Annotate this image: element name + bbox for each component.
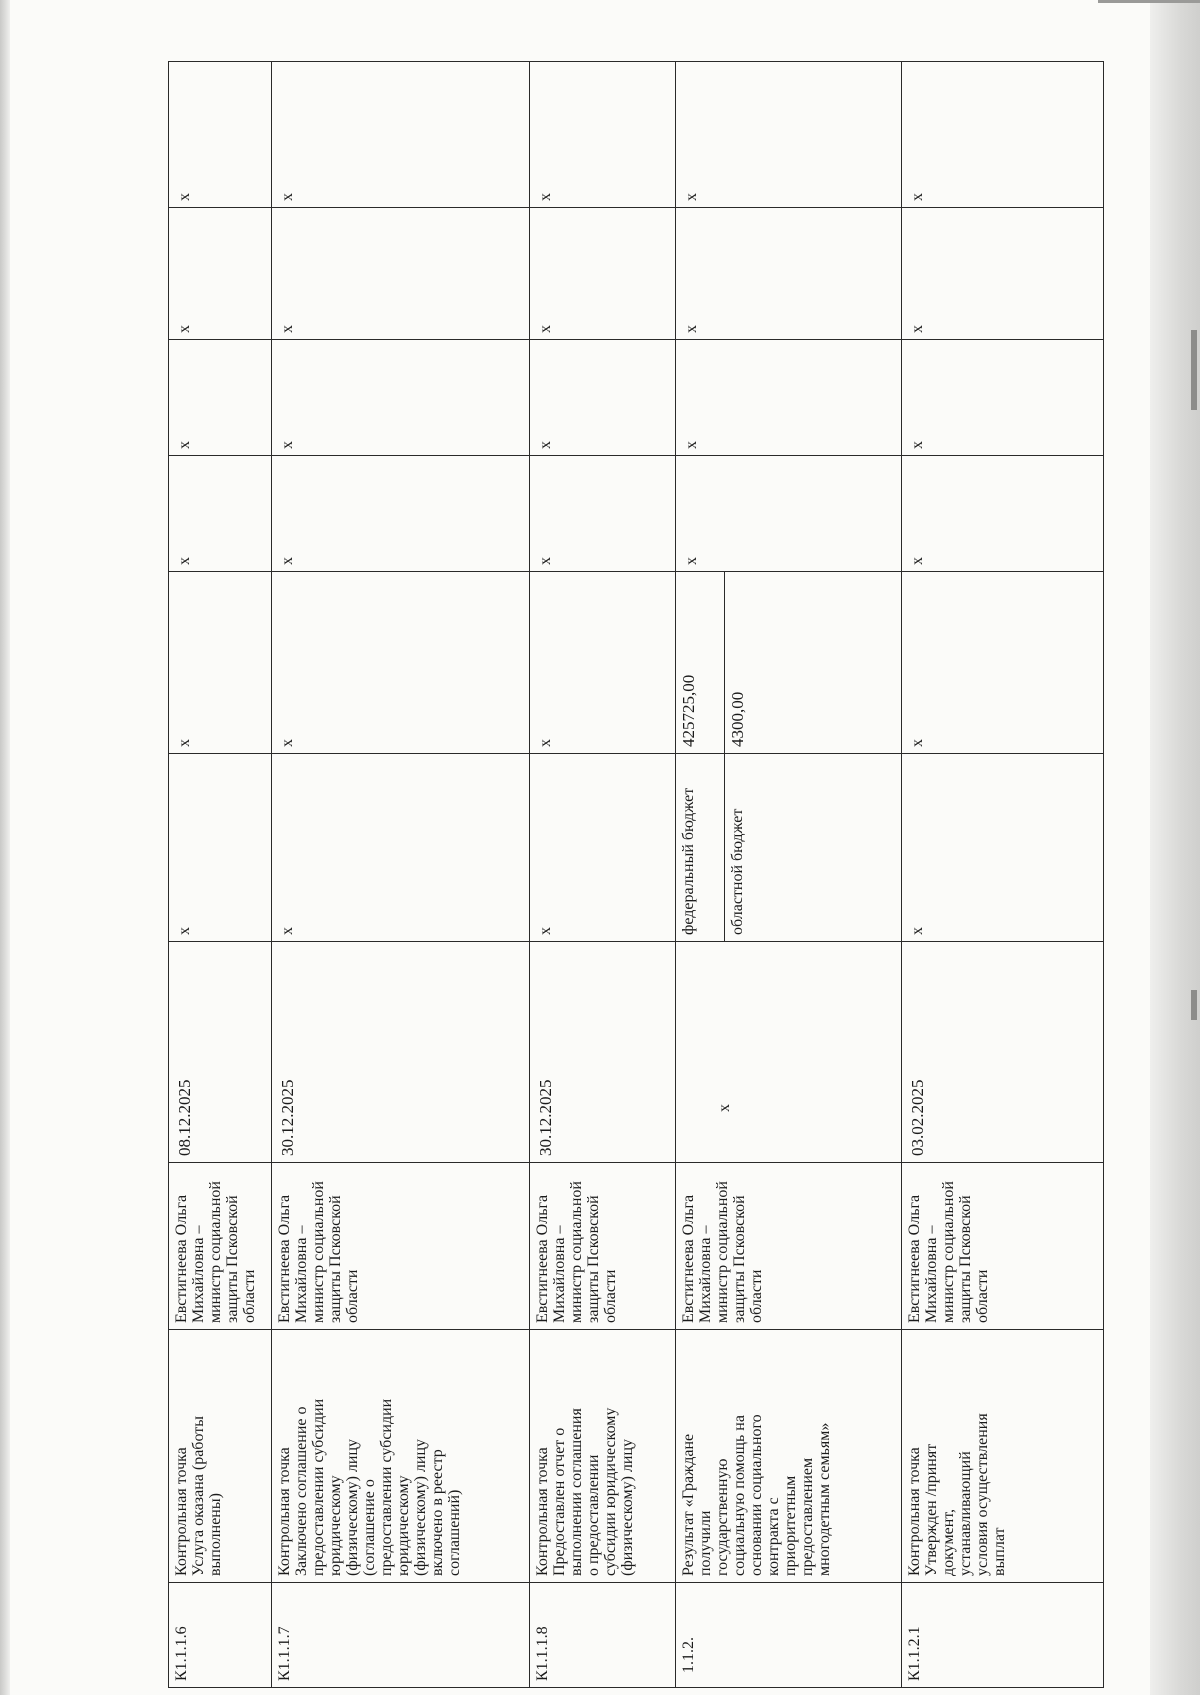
row-responsible: Евстигнеева Ольга Михайловна – министр социальной защиты Псковской области	[272, 1163, 530, 1330]
row-name: Результат «Граждане получили государственную социальную помощь на основании социального контракта с приоритетным предоставлением многодетным семьям»	[676, 1330, 902, 1583]
row-code: К1.1.1.8	[530, 1583, 676, 1688]
row-col8: х	[902, 340, 1104, 456]
row-date: 30.12.2025	[272, 942, 530, 1163]
row-code: К1.1.1.6	[169, 1583, 272, 1688]
row-amount: х	[902, 572, 1104, 754]
amount-regional: 4300,00	[724, 572, 901, 753]
table-row	[169, 62, 272, 1688]
row-responsible: Евстигнеева Ольга Михайловна – министр социальной защиты Псковской области	[676, 1163, 902, 1330]
row-code: К1.1.1.7	[272, 1583, 530, 1688]
row-col10: х	[530, 62, 676, 208]
row-amount-split	[676, 572, 902, 754]
table-row	[272, 62, 530, 1688]
row-col8: х	[530, 340, 676, 456]
row-col10: х	[902, 62, 1104, 208]
scan-right-edge	[1150, 0, 1200, 1695]
row-date: 08.12.2025	[169, 942, 272, 1163]
row-col10: х	[169, 62, 272, 208]
row-col7: х	[530, 456, 676, 572]
row-date: х	[676, 942, 902, 1163]
table-row	[530, 62, 676, 1688]
row-col9: х	[169, 208, 272, 340]
row-col8: х	[169, 340, 272, 456]
rotated-table-container	[168, 62, 1103, 1688]
row-responsible: Евстигнеева Ольга Михайловна – министр социальной защиты Псковской области	[169, 1163, 272, 1330]
row-date: 30.12.2025	[530, 942, 676, 1163]
row-code: К1.1.2.1	[902, 1583, 1104, 1688]
row-col8: х	[272, 340, 530, 456]
table-row	[902, 62, 1104, 1688]
row-responsible: Евстигнеева Ольга Михайловна – министр социальной защиты Псковской области	[902, 1163, 1104, 1330]
scan-edge-mark	[1191, 990, 1197, 1020]
row-responsible: Евстигнеева Ольга Михайловна – министр социальной защиты Псковской области	[530, 1163, 676, 1330]
row-col7: х	[676, 456, 902, 572]
source-regional: областной бюджет	[724, 754, 901, 941]
row-source: х	[902, 754, 1104, 942]
table-row	[676, 62, 902, 1688]
row-col9: х	[902, 208, 1104, 340]
source-federal: федеральный бюджет	[680, 787, 697, 935]
row-name: Контрольная точка Услуга оказана (работы выполнены)	[169, 1330, 272, 1583]
row-col7: х	[902, 456, 1104, 572]
row-col9: х	[530, 208, 676, 340]
row-amount: х	[530, 572, 676, 754]
row-col9: х	[676, 208, 902, 340]
scan-edge-mark	[1191, 330, 1197, 410]
scan-top-edge-line	[1098, 0, 1200, 3]
plan-table	[168, 61, 1104, 1688]
row-name: Контрольная точка Заключено соглашение о предоставлении субсидии юридическому (физическому) лицу (соглашение о предоставлении субсидии юридическому (физическому) лицу включено в реестр соглашений)	[272, 1330, 530, 1583]
table-body	[169, 62, 1104, 1688]
row-col8: х	[676, 340, 902, 456]
row-col10: х	[272, 62, 530, 208]
amount-federal: 425725,00	[679, 674, 698, 747]
row-source: х	[530, 754, 676, 942]
row-amount: х	[272, 572, 530, 754]
scan-left-shadow	[0, 0, 10, 1695]
row-source: х	[272, 754, 530, 942]
row-col7: х	[272, 456, 530, 572]
row-col9: х	[272, 208, 530, 340]
row-col7: х	[169, 456, 272, 572]
row-name: Контрольная точка Утвержден /принят документ, устанавливающий условия осуществления выплат	[902, 1330, 1104, 1583]
row-date: 03.02.2025	[902, 942, 1104, 1163]
row-name: Контрольная точка Предоставлен отчет о выполнении соглашения о предоставлении субсидии юридическому (физическому) лицу	[530, 1330, 676, 1583]
row-col10: х	[676, 62, 902, 208]
row-source-split	[676, 754, 902, 942]
row-amount: х	[169, 572, 272, 754]
row-code: 1.1.2.	[676, 1583, 902, 1688]
row-source: х	[169, 754, 272, 942]
